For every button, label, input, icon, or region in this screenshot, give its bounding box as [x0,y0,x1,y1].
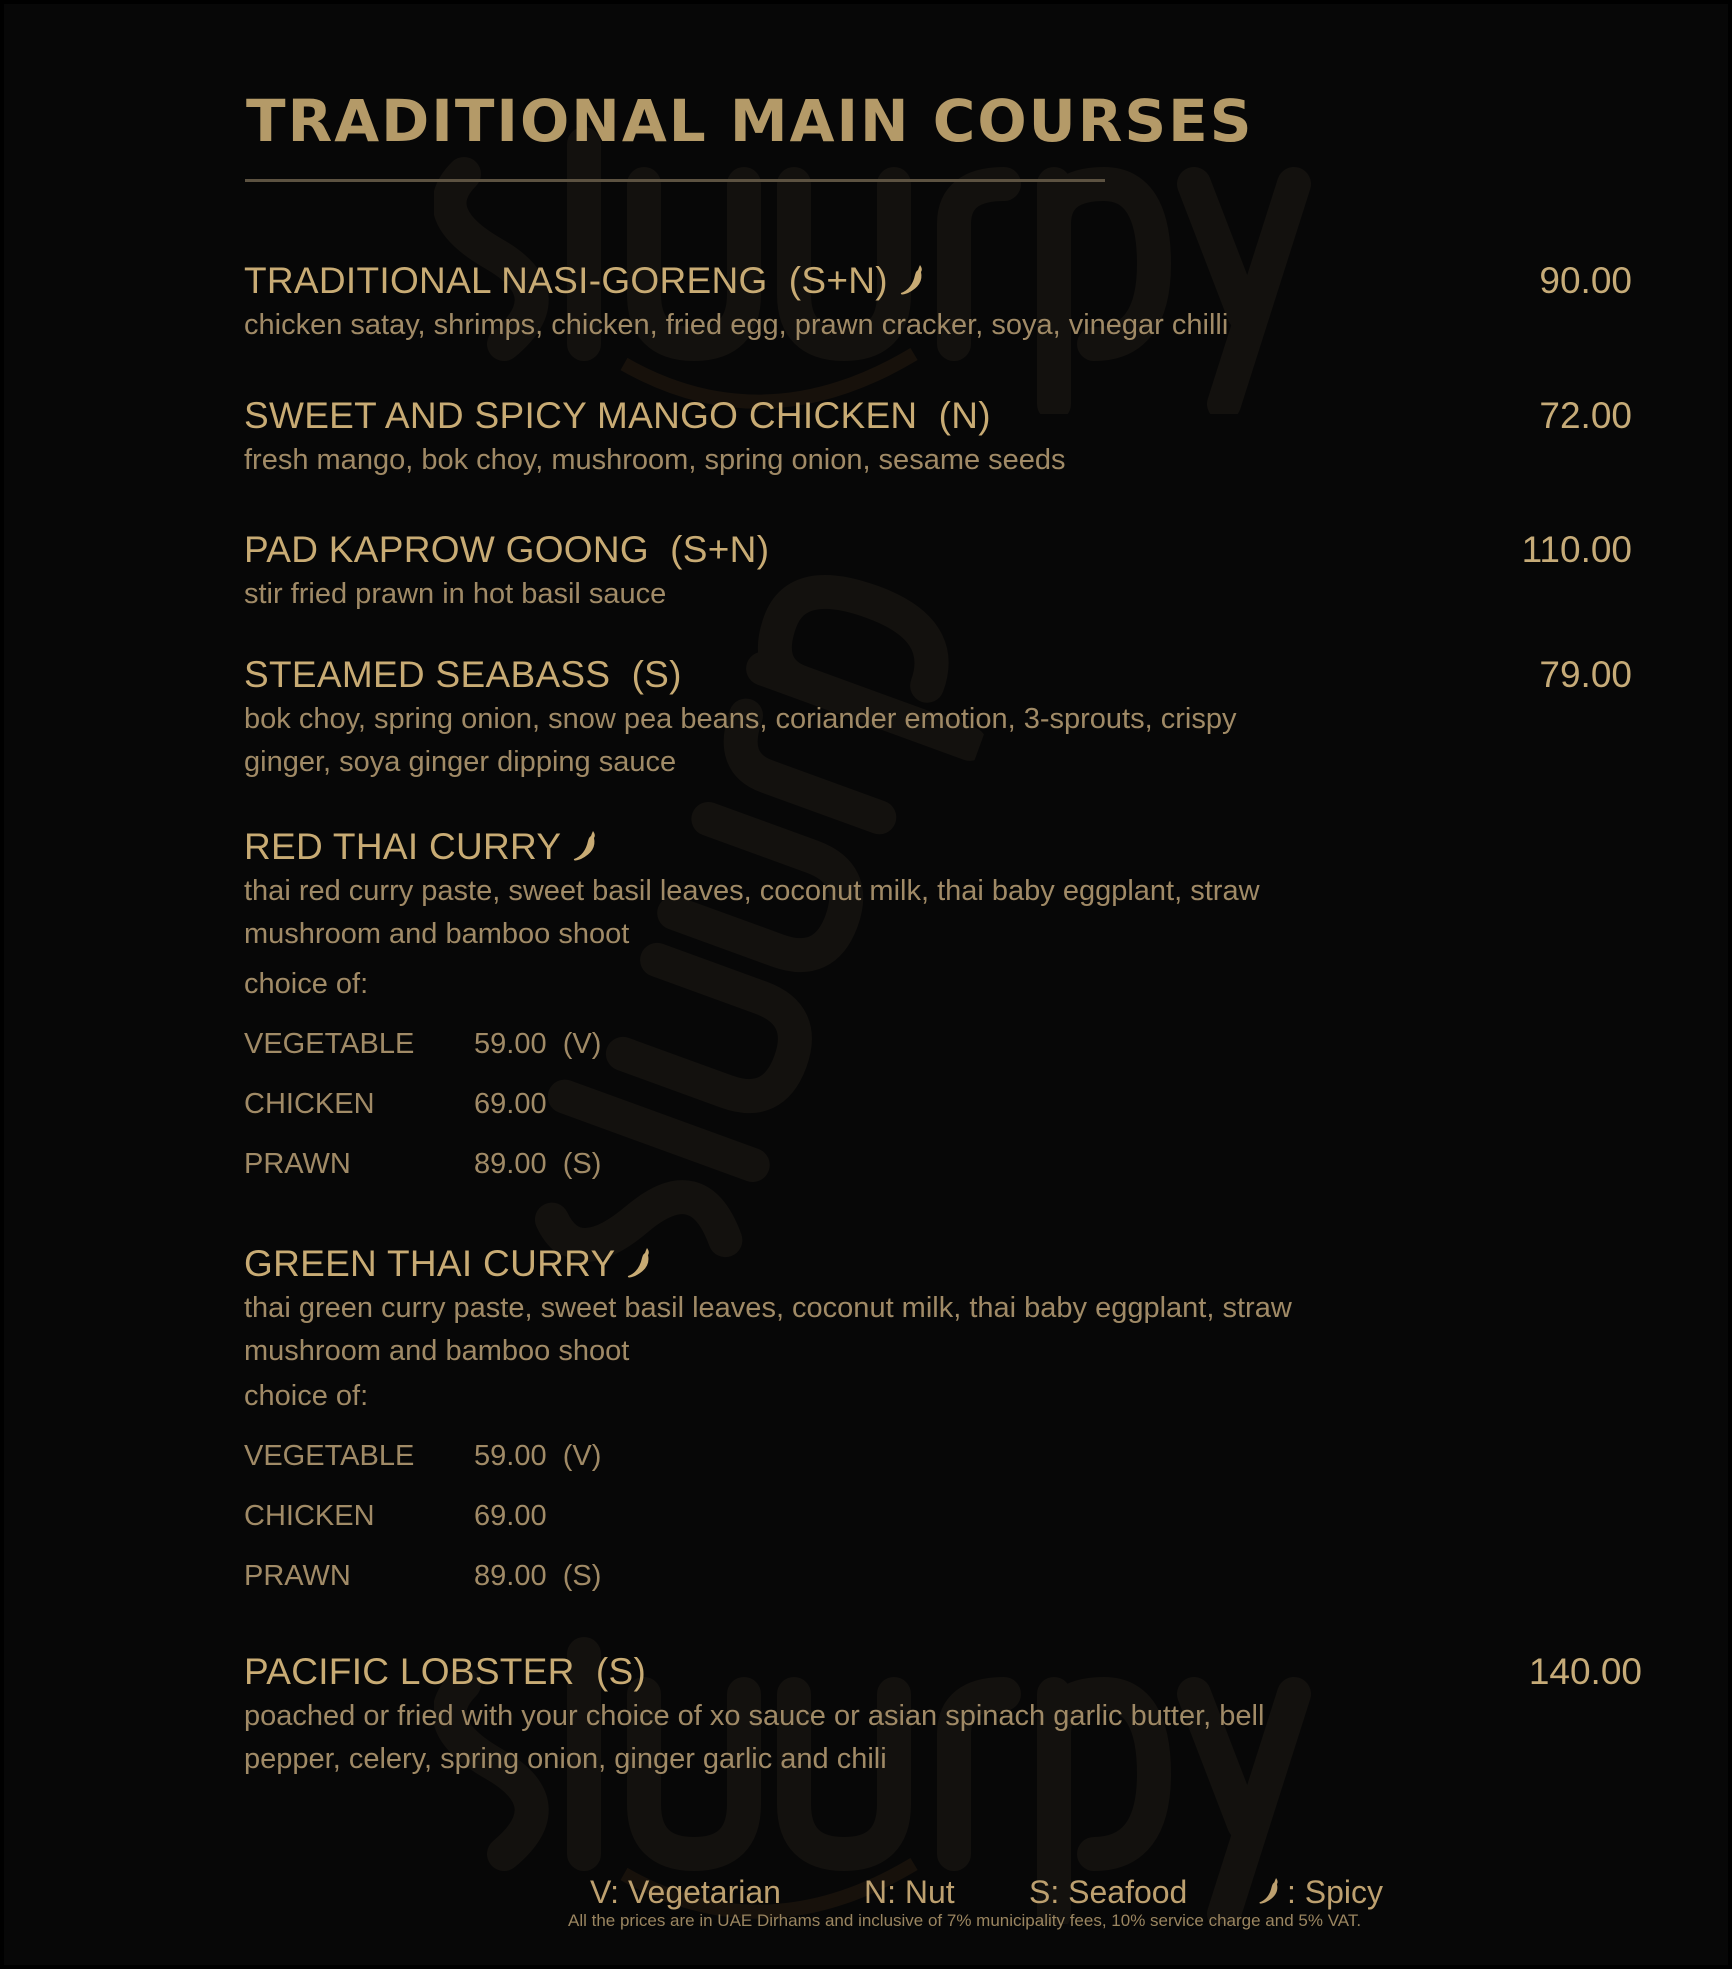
legend-spicy: : Spicy [1257,1876,1383,1908]
item-price-mango-chicken: 72.00 [1539,395,1632,436]
option-name: VEGETABLE [244,1028,415,1060]
page-title: TRADITIONAL MAIN COURSES [246,87,1254,155]
option-name: PRAWN [244,1560,351,1592]
chili-pepper-icon [1257,1876,1283,1906]
item-name-steamed-seabass: STEAMED SEABASS (S) [244,654,682,695]
option-price: 69.00 [474,1500,547,1532]
choice-label-red-thai-curry: choice of: [244,968,369,1000]
option-price: 59.00 (V) [474,1440,602,1472]
option-name: PRAWN [244,1148,351,1180]
chili-pepper-icon [625,1246,655,1280]
option-price: 59.00 (V) [474,1028,602,1060]
option-name: VEGETABLE [244,1440,415,1472]
item-name-nasi-goreng: TRADITIONAL NASI-GORENG (S+N) [244,262,928,299]
item-price-steamed-seabass: 79.00 [1539,654,1632,695]
menu-page [4,4,1728,1965]
choice-label-green-thai-curry: choice of: [244,1380,369,1412]
item-description-green-thai-curry: thai green curry paste, sweet basil leaves, coconut milk, thai baby eggplant, straw mushroom and bamboo shoot [244,1292,1292,1367]
item-description-nasi-goreng: chicken satay, shrimps, chicken, fried egg, prawn cracker, soya, vinegar chilli [244,309,1229,341]
item-description-red-thai-curry: thai red curry paste, sweet basil leaves, coconut milk, thai baby eggplant, straw mushroom and bamboo shoot [244,875,1260,950]
option-name: CHICKEN [244,1500,375,1532]
item-price-pad-kaprow-goong: 110.00 [1521,529,1632,570]
option-price: 89.00 (S) [474,1148,602,1180]
item-name-mango-chicken: SWEET AND SPICY MANGO CHICKEN (N) [244,395,991,436]
item-description-mango-chicken: fresh mango, bok choy, mushroom, spring onion, sesame seeds [244,444,1066,476]
legend-nut: N: Nut [864,1874,955,1910]
chili-pepper-icon [571,829,601,863]
chili-pepper-icon [898,263,928,297]
item-name-pad-kaprow-goong: PAD KAPROW GOONG (S+N) [244,529,770,570]
item-name-pacific-lobster: PACIFIC LOBSTER (S) [244,1651,647,1692]
item-description-pacific-lobster: poached or fried with your choice of xo sauce or asian spinach garlic butter, bell pepper, celery, spring onion, ginger garlic and chili [244,1700,1265,1775]
price-disclaimer: All the prices are in UAE Dirhams and inclusive of 7% municipality fees, 10% service charge and 5% VAT. [568,1911,1362,1930]
item-price-nasi-goreng: 90.00 [1539,260,1632,301]
item-description-steamed-seabass: bok choy, spring onion, snow pea beans, coriander emotion, 3-sprouts, crispy ginger, soya ginger dipping sauce [244,703,1237,778]
option-name: CHICKEN [244,1088,375,1120]
legend-seafood: S: Seafood [1029,1874,1188,1910]
item-description-pad-kaprow-goong: stir fried prawn in hot basil sauce [244,578,667,610]
item-name-green-thai-curry: GREEN THAI CURRY [244,1245,655,1282]
title-divider [245,179,1105,182]
legend-vegetarian: V: Vegetarian [590,1874,781,1910]
item-name-red-thai-curry: RED THAI CURRY [244,828,601,865]
option-price: 69.00 [474,1088,547,1120]
item-price-pacific-lobster: 140.00 [1528,1651,1642,1692]
option-price: 89.00 (S) [474,1560,602,1592]
